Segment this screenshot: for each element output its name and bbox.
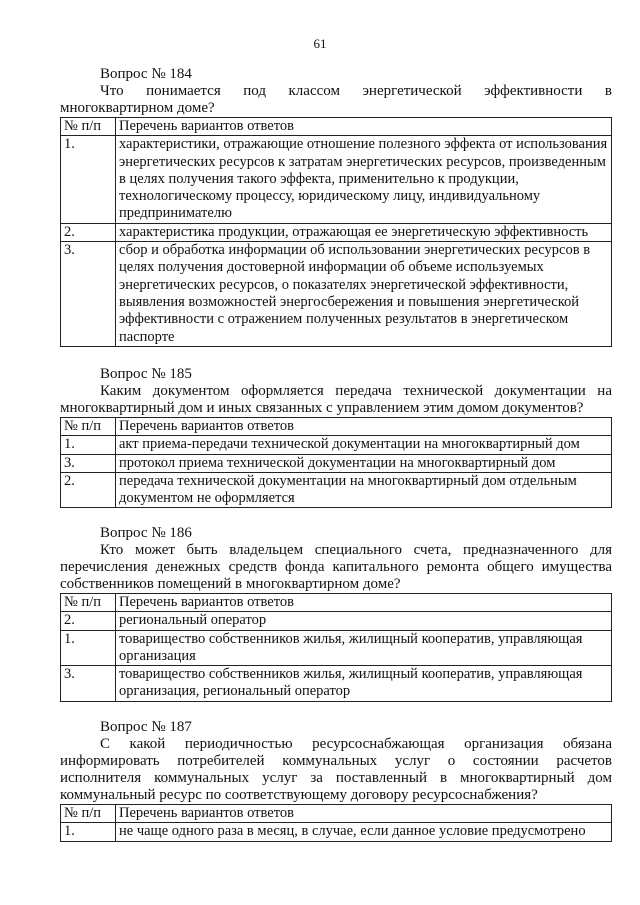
question-title: Вопрос № 186 (100, 525, 192, 541)
question-title: Вопрос № 187 (100, 719, 192, 735)
header-text: Перечень вариантов ответов (116, 594, 612, 612)
table-row (61, 612, 612, 630)
question-184 (60, 66, 612, 347)
answer-text: характеристики, отражающие отношение полезного эффекта от использования энергетических ресурсов к затратам энергетических ресурсов, произведенным в целях получения такого эффекта, применительно к продукции, технологическому процессу, юридическому лицу, индивидуальному предпринимателю (116, 136, 612, 223)
answers-table (60, 593, 612, 702)
table-row (61, 454, 612, 472)
header-num: № п/п (61, 418, 116, 436)
question-title: Вопрос № 185 (100, 366, 192, 382)
table-header-row (61, 118, 612, 136)
question-text: Кто может быть владельцем специального счета, предназначенного для перечисления денежных средств фонда капитального ремонта общего имущества собственников помещений в многоквартирном доме? (60, 542, 612, 592)
table-row (61, 136, 612, 223)
answer-text: передача технической документации на многоквартирный дом отдельным документом не оформляется (116, 472, 612, 508)
answer-text: акт приема-передачи технической документации на многоквартирный дом (116, 436, 612, 454)
answer-text: товарищество собственников жилья, жилищный кооператив, управляющая организация, региональный оператор (116, 666, 612, 702)
table-row (61, 630, 612, 666)
answers-table (60, 417, 612, 508)
answer-num: 2. (61, 472, 116, 508)
header-text: Перечень вариантов ответов (116, 418, 612, 436)
answer-text: не чаще одного раза в месяц, в случае, если данное условие предусмотрено (116, 823, 612, 841)
question-title: Вопрос № 184 (100, 66, 192, 82)
header-num: № п/п (61, 805, 116, 823)
answers-table (60, 804, 612, 842)
question-text: Каким документом оформляется передача технической документации на многоквартирный дом и иных связанных с управлением этим домом документов? (60, 383, 612, 416)
header-num: № п/п (61, 118, 116, 136)
table-row (61, 472, 612, 508)
question-text: Что понимается под классом энергетической эффективности в многоквартирном доме? (60, 83, 612, 116)
answer-num: 3. (61, 454, 116, 472)
table-header-row (61, 594, 612, 612)
table-row (61, 823, 612, 841)
answer-num: 3. (61, 666, 116, 702)
answer-text: региональный оператор (116, 612, 612, 630)
answer-text: протокол приема технической документации на многоквартирный дом (116, 454, 612, 472)
answer-num: 1. (61, 436, 116, 454)
table-header-row (61, 805, 612, 823)
header-text: Перечень вариантов ответов (116, 118, 612, 136)
table-row (61, 223, 612, 241)
header-text: Перечень вариантов ответов (116, 805, 612, 823)
answer-num: 2. (61, 612, 116, 630)
answers-table (60, 117, 612, 347)
page-number: 61 (313, 36, 327, 51)
answer-num: 1. (61, 630, 116, 666)
answer-text: товарищество собственников жилья, жилищный кооператив, управляющая организация (116, 630, 612, 666)
table-row (61, 242, 612, 347)
table-row (61, 666, 612, 702)
question-text: С какой периодичностью ресурсоснабжающая организация обязана информировать потребителей коммунальных услуг о состоянии расчетов исполнителя коммунальных услуг за поставленный в многоквартирный дом коммунальный ресурс по соответствующему договору ресурсоснабжения? (60, 736, 612, 803)
question-187 (60, 719, 612, 842)
question-186 (60, 525, 612, 702)
answer-text: характеристика продукции, отражающая ее энергетическую эффективность (116, 223, 612, 241)
answer-num: 2. (61, 223, 116, 241)
table-header-row (61, 418, 612, 436)
answer-num: 1. (61, 823, 116, 841)
header-num: № п/п (61, 594, 116, 612)
answer-text: сбор и обработка информации об использовании энергетических ресурсов в целях получения достоверной информации об объеме используемых энергетических ресурсов, о показателях энергетической эффективности, выявления возможностей энергосбережения и повышения энергетической эффективности с отражением полученных результатов в энергетическом паспорте (116, 242, 612, 347)
answer-num: 3. (61, 242, 116, 347)
answer-num: 1. (61, 136, 116, 223)
table-row (61, 436, 612, 454)
question-185 (60, 366, 612, 508)
